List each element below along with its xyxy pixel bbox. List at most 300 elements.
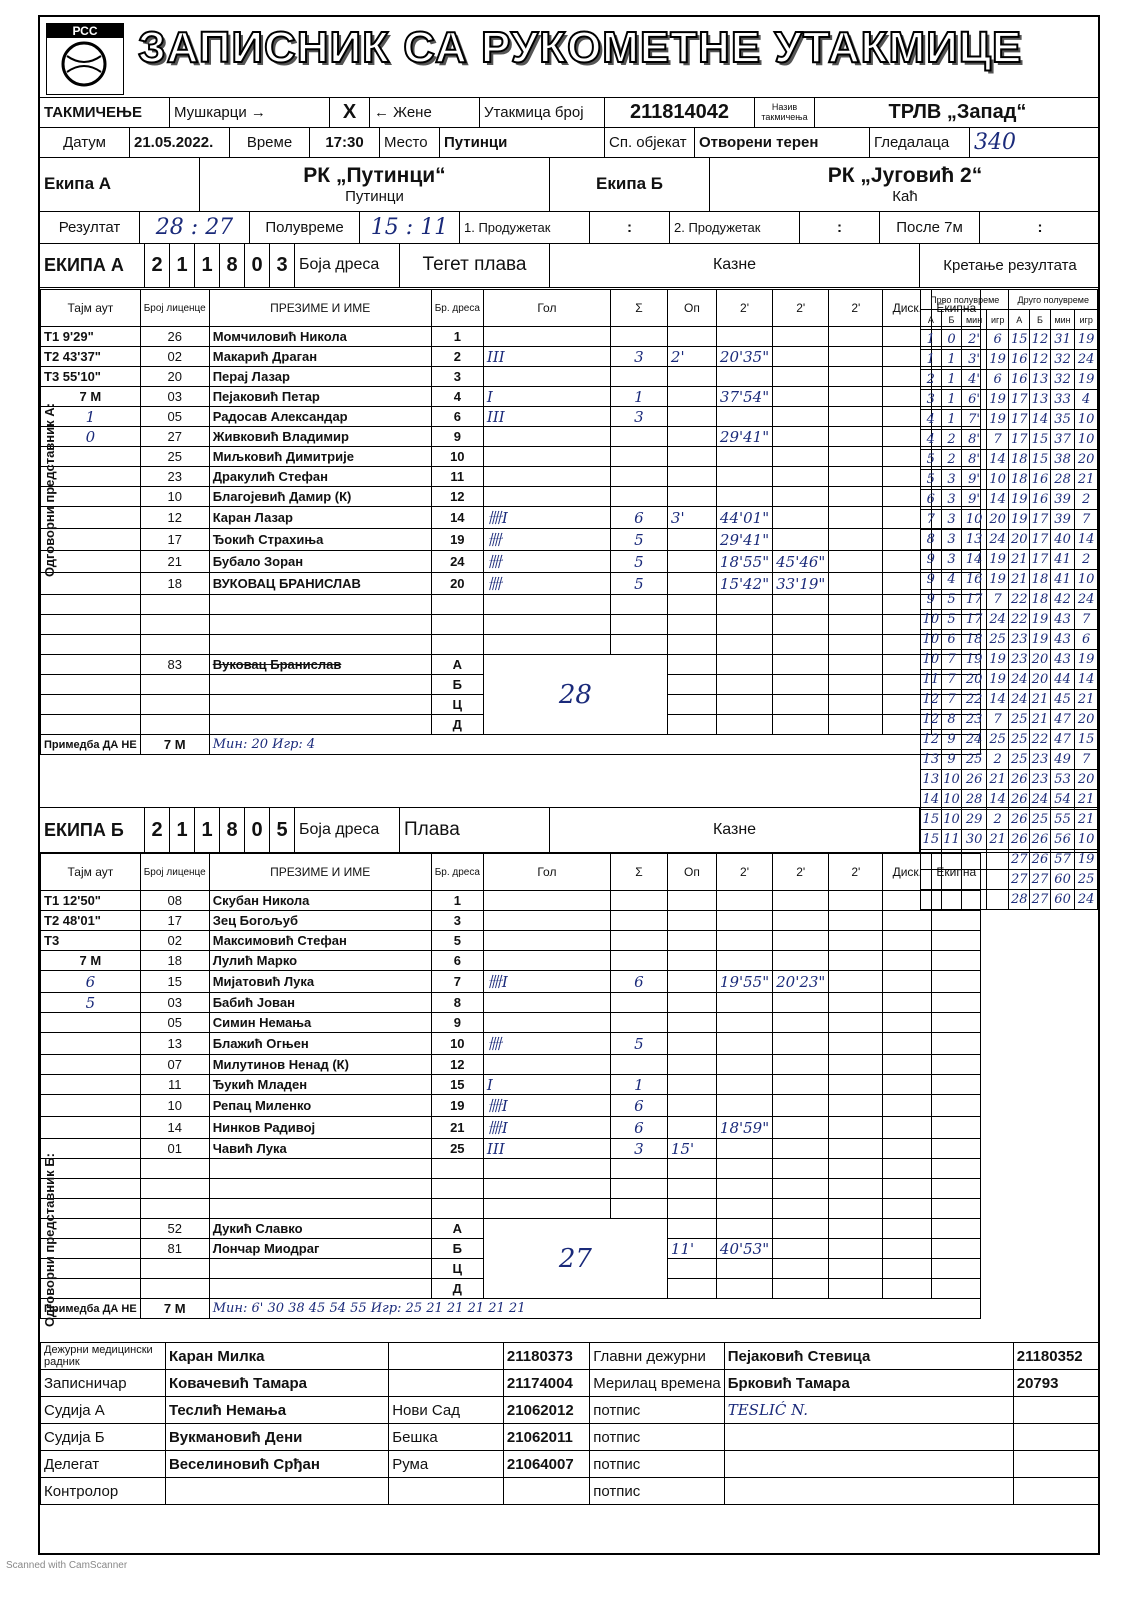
official-role: А bbox=[431, 1219, 483, 1239]
goals-tally bbox=[483, 931, 610, 951]
col-header-sum: Σ bbox=[610, 854, 667, 891]
remark-row: Примедба ДА НЕ 7 М Мин: 20 Игр: 4 bbox=[41, 735, 981, 755]
suspension-2 bbox=[773, 1179, 829, 1199]
col-header-warn: Оп bbox=[667, 854, 716, 891]
col-header-warn: Оп bbox=[667, 290, 716, 327]
goals-tally bbox=[483, 327, 610, 347]
score-flow-row: 12 9 24 25 25 22 47 15 bbox=[921, 730, 1098, 750]
table-row bbox=[41, 1159, 981, 1179]
suspension-1 bbox=[716, 1179, 772, 1199]
goals-sum bbox=[610, 615, 667, 635]
warning bbox=[667, 551, 716, 573]
warning bbox=[667, 367, 716, 387]
team-b-kit: Плава bbox=[400, 808, 550, 852]
warning bbox=[667, 467, 716, 487]
goals-tally: 卌I bbox=[483, 507, 610, 529]
suspension-2 bbox=[773, 891, 829, 911]
goals-tally bbox=[483, 911, 610, 931]
official-name bbox=[209, 1279, 431, 1299]
license-no: 18 bbox=[140, 951, 209, 971]
col-header-disq: Диск. bbox=[883, 290, 932, 327]
suspension-1 bbox=[716, 951, 772, 971]
official-row bbox=[41, 1219, 981, 1239]
table-row: 5 03 Бабић Јован 8 bbox=[41, 993, 981, 1013]
suspension-2 bbox=[773, 993, 829, 1013]
goals-tally: 卌I bbox=[483, 1117, 610, 1139]
team-b-code-digit: 1 bbox=[195, 808, 220, 852]
col-header-two3: 2' bbox=[829, 854, 883, 891]
col-header-goal: Гол bbox=[483, 290, 610, 327]
suspension-1 bbox=[716, 1199, 772, 1219]
team-goals-total: 27 bbox=[483, 1219, 667, 1299]
warning bbox=[667, 1055, 716, 1075]
suspension-2 bbox=[773, 427, 829, 447]
suspension-2 bbox=[773, 529, 829, 551]
player-name: Каран Лазар bbox=[209, 507, 431, 529]
goals-tally: 卌 bbox=[483, 551, 610, 573]
team-b-code-digit: 2 bbox=[145, 808, 170, 852]
team-a-city: Путинци bbox=[345, 187, 404, 205]
player-name: Зец Богољуб bbox=[209, 911, 431, 931]
suspension-2 bbox=[773, 1159, 829, 1179]
warning bbox=[667, 573, 716, 595]
player-name bbox=[209, 1159, 431, 1179]
goals-sum: 5 bbox=[610, 1033, 667, 1055]
player-name: Миљковић Димитрије bbox=[209, 447, 431, 467]
suspension-1: 29'41" bbox=[716, 427, 772, 447]
goals-tally: III bbox=[483, 407, 610, 427]
license-no bbox=[140, 1199, 209, 1219]
license-no bbox=[140, 1159, 209, 1179]
suspension-2 bbox=[773, 1055, 829, 1075]
warning bbox=[667, 1075, 716, 1095]
player-name: Макарић Драган bbox=[209, 347, 431, 367]
goals-tally bbox=[483, 1179, 610, 1199]
goals-sum bbox=[610, 595, 667, 615]
table-row bbox=[41, 1095, 981, 1117]
table-row bbox=[41, 1139, 981, 1159]
teams-row: Екипа А РК „Путинци“ Путинци Екипа Б РК „Југовић 2“ Каћ bbox=[40, 157, 1098, 212]
warning bbox=[667, 387, 716, 407]
jersey-no: 15 bbox=[431, 1075, 483, 1095]
license-no bbox=[140, 615, 209, 635]
goals-tally bbox=[483, 951, 610, 971]
jersey-no bbox=[431, 615, 483, 635]
warning bbox=[667, 1179, 716, 1199]
suspension-2 bbox=[773, 387, 829, 407]
team-b-header bbox=[40, 807, 1098, 853]
official-license bbox=[140, 695, 209, 715]
license-no: 17 bbox=[140, 911, 209, 931]
suspension-1 bbox=[716, 635, 772, 655]
score-flow-row: 3 1 6' 19 17 13 33 4 bbox=[921, 390, 1098, 410]
suspension-1 bbox=[716, 1095, 772, 1117]
warning bbox=[667, 1159, 716, 1179]
official-license bbox=[140, 1279, 209, 1299]
suspension-1 bbox=[716, 367, 772, 387]
player-name: Нинков Радивој bbox=[209, 1117, 431, 1139]
goals-sum: 5 bbox=[610, 573, 667, 595]
jersey-no: 7 bbox=[431, 971, 483, 993]
suspension-2 bbox=[773, 1075, 829, 1095]
page-title: ЗАПИСНИК СА РУКОМЕТНЕ УТАКМИЦЕ bbox=[138, 23, 1023, 72]
warning bbox=[667, 911, 716, 931]
col-header-team: Екипна bbox=[932, 290, 981, 327]
license-no bbox=[140, 635, 209, 655]
goals-sum bbox=[610, 931, 667, 951]
official-license bbox=[140, 715, 209, 735]
table-row bbox=[41, 467, 981, 487]
suspension-1: 18'59" bbox=[716, 1117, 772, 1139]
official-role: А bbox=[431, 655, 483, 675]
player-name bbox=[209, 635, 431, 655]
official-license: 83 bbox=[140, 655, 209, 675]
goals-tally bbox=[483, 447, 610, 467]
player-name bbox=[209, 1179, 431, 1199]
goals-tally: 卌 bbox=[483, 1033, 610, 1055]
official-role: Д bbox=[431, 1279, 483, 1299]
kit-label: Боја дреса bbox=[295, 808, 400, 852]
player-name: Момчиловић Никола bbox=[209, 327, 431, 347]
suspension-2: 45'46" bbox=[773, 551, 829, 573]
goals-tally: III bbox=[483, 347, 610, 367]
license-no: 20 bbox=[140, 367, 209, 387]
license-no bbox=[140, 595, 209, 615]
table-row bbox=[41, 635, 981, 655]
goals-sum bbox=[610, 1159, 667, 1179]
official-name: Лончар Миодраг bbox=[209, 1239, 431, 1259]
player-name: Чавић Лука bbox=[209, 1139, 431, 1159]
table-row bbox=[41, 615, 981, 635]
goals-sum: 1 bbox=[610, 387, 667, 407]
license-no: 02 bbox=[140, 347, 209, 367]
player-name bbox=[209, 595, 431, 615]
col-header-jersey: Бр. дреса bbox=[431, 290, 483, 327]
table-row bbox=[41, 1013, 981, 1033]
goals-sum bbox=[610, 427, 667, 447]
score-flow-row: 9 5 17 7 22 18 42 24 bbox=[921, 590, 1098, 610]
suspension-2 bbox=[773, 931, 829, 951]
warning bbox=[667, 407, 716, 427]
table-row bbox=[41, 573, 981, 595]
score-flow-row: 2 1 4' 6 16 13 32 19 bbox=[921, 370, 1098, 390]
jersey-no: 24 bbox=[431, 551, 483, 573]
col-header-two2: 2' bbox=[773, 290, 829, 327]
license-no: 17 bbox=[140, 529, 209, 551]
suspension-2 bbox=[773, 467, 829, 487]
suspension-1: 37'54" bbox=[716, 387, 772, 407]
goals-sum bbox=[610, 993, 667, 1013]
goals-sum bbox=[610, 1013, 667, 1033]
score-flow-row: 10 5 17 24 22 19 43 7 bbox=[921, 610, 1098, 630]
table-row bbox=[41, 595, 981, 615]
jersey-no: 11 bbox=[431, 467, 483, 487]
goals-tally: I bbox=[483, 387, 610, 407]
official-name bbox=[209, 715, 431, 735]
score-flow-row: 11 7 20 19 24 20 44 14 bbox=[921, 670, 1098, 690]
official-role: Ц bbox=[431, 1259, 483, 1279]
table-row bbox=[41, 1199, 981, 1219]
table-row: 6 15 Мијатовић Лука 7 卌I 6 19'55" 20'23" bbox=[41, 971, 981, 993]
player-name: Благојевић Дамир (К) bbox=[209, 487, 431, 507]
warning bbox=[667, 595, 716, 615]
officials-row: Дежурни медицински радник Каран Милка 21180373 Главни дежурни Пејаковић Стевица 21180352 bbox=[41, 1343, 1100, 1370]
jersey-no: 20 bbox=[431, 573, 483, 595]
score-flow-row: 1 0 2' 6 15 12 31 19 bbox=[921, 330, 1098, 350]
player-name: Милутинов Ненад (К) bbox=[209, 1055, 431, 1075]
table-row: T3 02 Максимовић Стефан 5 bbox=[41, 931, 981, 951]
team-b-code-digit: 1 bbox=[170, 808, 195, 852]
table-row: T1 9'29" 26 Момчиловић Никола 1 bbox=[41, 327, 981, 347]
player-name: Скубан Никола bbox=[209, 891, 431, 911]
col-header-timeout: Тајм аут bbox=[41, 290, 141, 327]
player-name: Пејаковић Петар bbox=[209, 387, 431, 407]
table-row: T3 55'10" 20 Перај Лазар 3 bbox=[41, 367, 981, 387]
goals-tally bbox=[483, 1159, 610, 1179]
jersey-no: 25 bbox=[431, 1139, 483, 1159]
warning bbox=[667, 529, 716, 551]
table-row bbox=[41, 529, 981, 551]
goals-sum bbox=[610, 891, 667, 911]
goals-sum bbox=[610, 911, 667, 931]
official-license bbox=[140, 675, 209, 695]
jersey-no: 5 bbox=[431, 931, 483, 951]
table-row: 1 05 Радосав Александар 6 III 3 bbox=[41, 407, 981, 427]
jersey-no bbox=[431, 1199, 483, 1219]
suspension-2 bbox=[773, 1013, 829, 1033]
suspension-1 bbox=[716, 447, 772, 467]
license-no: 03 bbox=[140, 993, 209, 1013]
goals-tally bbox=[483, 635, 610, 655]
license-no: 02 bbox=[140, 931, 209, 951]
officials-row: Судија А Теслић Немања Нови Сад 21062012 потпис TESLIĆ N. bbox=[41, 1397, 1100, 1424]
warning bbox=[667, 1033, 716, 1055]
suspension-2: 20'23" bbox=[773, 971, 829, 993]
score-flow-row: 27 26 57 19 bbox=[921, 850, 1098, 870]
player-name: Мијатовић Лука bbox=[209, 971, 431, 993]
col-header-name: ПРЕЗИМЕ И ИМЕ bbox=[209, 854, 431, 891]
player-name: Блажић Огњен bbox=[209, 1033, 431, 1055]
rss-logo bbox=[46, 23, 124, 95]
suspension-2: 33'19" bbox=[773, 573, 829, 595]
table-row: T2 48'01" 17 Зец Богољуб 3 bbox=[41, 911, 981, 931]
score-flow-row: 10 6 18 25 23 19 43 6 bbox=[921, 630, 1098, 650]
table-row: 0 27 Живковић Владимир 9 29'41" bbox=[41, 427, 981, 447]
goals-sum: 3 bbox=[610, 407, 667, 427]
goals-tally bbox=[483, 467, 610, 487]
officials-row: Записничар Ковачевић Тамара 21174004 Мерилац времена Брковић Тамара 20793 bbox=[41, 1370, 1100, 1397]
score-flow-row: 4 1 7' 19 17 14 35 10 bbox=[921, 410, 1098, 430]
score-flow-row: 13 9 25 2 25 23 49 7 bbox=[921, 750, 1098, 770]
result-row: Резултат 28 : 27 Полувреме 15 : 11 1. Продужетак : 2. Продужетак : После 7м : bbox=[40, 211, 1098, 244]
col-header-goal: Гол bbox=[483, 854, 610, 891]
player-name: ВУКОВАЦ БРАНИСЛАВ bbox=[209, 573, 431, 595]
score-flow-row: 4 2 8' 7 17 15 37 10 bbox=[921, 430, 1098, 450]
license-no: 21 bbox=[140, 551, 209, 573]
license-no: 10 bbox=[140, 487, 209, 507]
player-name: Живковић Владимир bbox=[209, 427, 431, 447]
jersey-no: 2 bbox=[431, 347, 483, 367]
suspension-2 bbox=[773, 911, 829, 931]
license-no: 15 bbox=[140, 971, 209, 993]
table-row: T2 43'37" 02 Макарић Драган 2 III 3 2' 20'35" bbox=[41, 347, 981, 367]
col-header-license: Број лиценце bbox=[140, 290, 209, 327]
license-no: 27 bbox=[140, 427, 209, 447]
jersey-no: 6 bbox=[431, 407, 483, 427]
license-no: 01 bbox=[140, 1139, 209, 1159]
goals-tally: I bbox=[483, 1075, 610, 1095]
license-no: 08 bbox=[140, 891, 209, 911]
warning bbox=[667, 891, 716, 911]
official-name bbox=[209, 1259, 431, 1279]
warning bbox=[667, 1095, 716, 1117]
goals-tally bbox=[483, 891, 610, 911]
jersey-no: 6 bbox=[431, 951, 483, 971]
warning: 2' bbox=[667, 347, 716, 367]
suspension-2 bbox=[773, 407, 829, 427]
suspension-1 bbox=[716, 911, 772, 931]
suspension-1 bbox=[716, 1055, 772, 1075]
player-name: Максимовић Стефан bbox=[209, 931, 431, 951]
suspension-1 bbox=[716, 615, 772, 635]
score-flow-row: 12 8 23 7 25 21 47 20 bbox=[921, 710, 1098, 730]
suspension-2 bbox=[773, 615, 829, 635]
goals-sum bbox=[610, 327, 667, 347]
table-row bbox=[41, 487, 981, 507]
suspension-2 bbox=[773, 951, 829, 971]
jersey-no: 12 bbox=[431, 487, 483, 507]
license-no: 12 bbox=[140, 507, 209, 529]
goals-sum: 3 bbox=[610, 347, 667, 367]
suspension-1 bbox=[716, 407, 772, 427]
suspension-2 bbox=[773, 1139, 829, 1159]
license-no: 26 bbox=[140, 327, 209, 347]
player-name: Ђукић Младен bbox=[209, 1075, 431, 1095]
official-row bbox=[41, 655, 981, 675]
suspension-1: 29'41" bbox=[716, 529, 772, 551]
score-flow-row: 10 7 19 19 23 20 43 19 bbox=[921, 650, 1098, 670]
team-goals-total: 28 bbox=[483, 655, 667, 735]
table-row bbox=[41, 447, 981, 467]
jersey-no: 10 bbox=[431, 1033, 483, 1055]
official-role: Ц bbox=[431, 695, 483, 715]
goals-sum: 1 bbox=[610, 1075, 667, 1095]
license-no: 11 bbox=[140, 1075, 209, 1095]
score-flow-row: 12 7 22 14 24 21 45 21 bbox=[921, 690, 1098, 710]
warning bbox=[667, 615, 716, 635]
suspension-2 bbox=[773, 1117, 829, 1139]
remark-row: Примедба ДА НЕ 7 М Мин: 6' 30 38 45 54 55 Игр: 25 21 21 21 21 21 bbox=[41, 1299, 981, 1319]
score-flow-row: 7 3 10 20 19 17 39 7 bbox=[921, 510, 1098, 530]
jersey-no: 10 bbox=[431, 447, 483, 467]
goals-sum bbox=[610, 487, 667, 507]
col-header-jersey: Бр. дреса bbox=[431, 854, 483, 891]
suspension-1: 44'01" bbox=[716, 507, 772, 529]
suspension-2 bbox=[773, 1033, 829, 1055]
goals-tally bbox=[483, 1055, 610, 1075]
suspension-1 bbox=[716, 931, 772, 951]
official-license: 52 bbox=[140, 1219, 209, 1239]
goals-sum bbox=[610, 1179, 667, 1199]
score-flow-row: 5 3 9' 10 18 16 28 21 bbox=[921, 470, 1098, 490]
goals-sum: 6 bbox=[610, 1117, 667, 1139]
license-no: 23 bbox=[140, 467, 209, 487]
col-header-two1: 2' bbox=[716, 854, 772, 891]
col-header-name: ПРЕЗИМЕ И ИМЕ bbox=[209, 290, 431, 327]
suspension-2 bbox=[773, 635, 829, 655]
goals-tally bbox=[483, 615, 610, 635]
suspension-2 bbox=[773, 507, 829, 529]
logo-text: РСС bbox=[47, 24, 123, 38]
jersey-no bbox=[431, 635, 483, 655]
jersey-no: 19 bbox=[431, 1095, 483, 1117]
goals-tally bbox=[483, 1013, 610, 1033]
suspension-1 bbox=[716, 595, 772, 615]
team-b-name: РК „Југовић 2“ bbox=[827, 163, 983, 187]
suspension-2 bbox=[773, 367, 829, 387]
license-no: 03 bbox=[140, 387, 209, 407]
table-row bbox=[41, 1033, 981, 1055]
suspension-1 bbox=[716, 327, 772, 347]
suspension-1 bbox=[716, 891, 772, 911]
table-row: T1 12'50" 08 Скубан Никола 1 bbox=[41, 891, 981, 911]
jersey-no: 3 bbox=[431, 367, 483, 387]
warning bbox=[667, 1117, 716, 1139]
goals-sum bbox=[610, 951, 667, 971]
score-flow-row: 28 27 60 24 bbox=[921, 890, 1098, 910]
suspension-1 bbox=[716, 1159, 772, 1179]
suspension-1 bbox=[716, 467, 772, 487]
license-no: 10 bbox=[140, 1095, 209, 1117]
license-no: 25 bbox=[140, 447, 209, 467]
license-no bbox=[140, 1179, 209, 1199]
table-row bbox=[41, 551, 981, 573]
team-b-label: ЕКИПА Б bbox=[40, 808, 145, 852]
suspension-1 bbox=[716, 1139, 772, 1159]
penalties-label: Казне bbox=[550, 808, 920, 852]
date-row: Датум 21.05.2022. Време 17:30 Место Путинци Сп. објекат Отворени терен Гледалаца 340 bbox=[40, 127, 1098, 158]
goals-tally bbox=[483, 595, 610, 615]
goals-tally: III bbox=[483, 1139, 610, 1159]
license-no: 13 bbox=[140, 1033, 209, 1055]
team-b-code-digit: 0 bbox=[245, 808, 270, 852]
license-no: 18 bbox=[140, 573, 209, 595]
goals-tally bbox=[483, 367, 610, 387]
col-header-two3: 2' bbox=[829, 290, 883, 327]
warning bbox=[667, 487, 716, 507]
goals-sum bbox=[610, 447, 667, 467]
license-no: 14 bbox=[140, 1117, 209, 1139]
score-flow-row: 15 10 29 2 26 25 55 21 bbox=[921, 810, 1098, 830]
officials-row: Контролор потпис bbox=[41, 1478, 1100, 1505]
warning bbox=[667, 427, 716, 447]
goals-sum: 5 bbox=[610, 551, 667, 573]
officials-row: Делегат Веселиновић Срђан Рума 21064007 потпис bbox=[41, 1451, 1100, 1478]
team-b-representative-label: Одговорни представник Б: bbox=[42, 1153, 57, 1327]
suspension-2 bbox=[773, 327, 829, 347]
table-row bbox=[41, 1117, 981, 1139]
goals-tally bbox=[483, 993, 610, 1013]
official-license bbox=[140, 1259, 209, 1279]
player-name: Симин Немања bbox=[209, 1013, 431, 1033]
goals-tally bbox=[483, 487, 610, 507]
license-no: 05 bbox=[140, 1013, 209, 1033]
goals-sum bbox=[610, 1055, 667, 1075]
match-record-sheet bbox=[38, 15, 1100, 1555]
player-name: Перај Лазар bbox=[209, 367, 431, 387]
table-row: 7 М 18 Лулић Марко 6 bbox=[41, 951, 981, 971]
team-a-kit: Тегет плава bbox=[400, 243, 550, 287]
